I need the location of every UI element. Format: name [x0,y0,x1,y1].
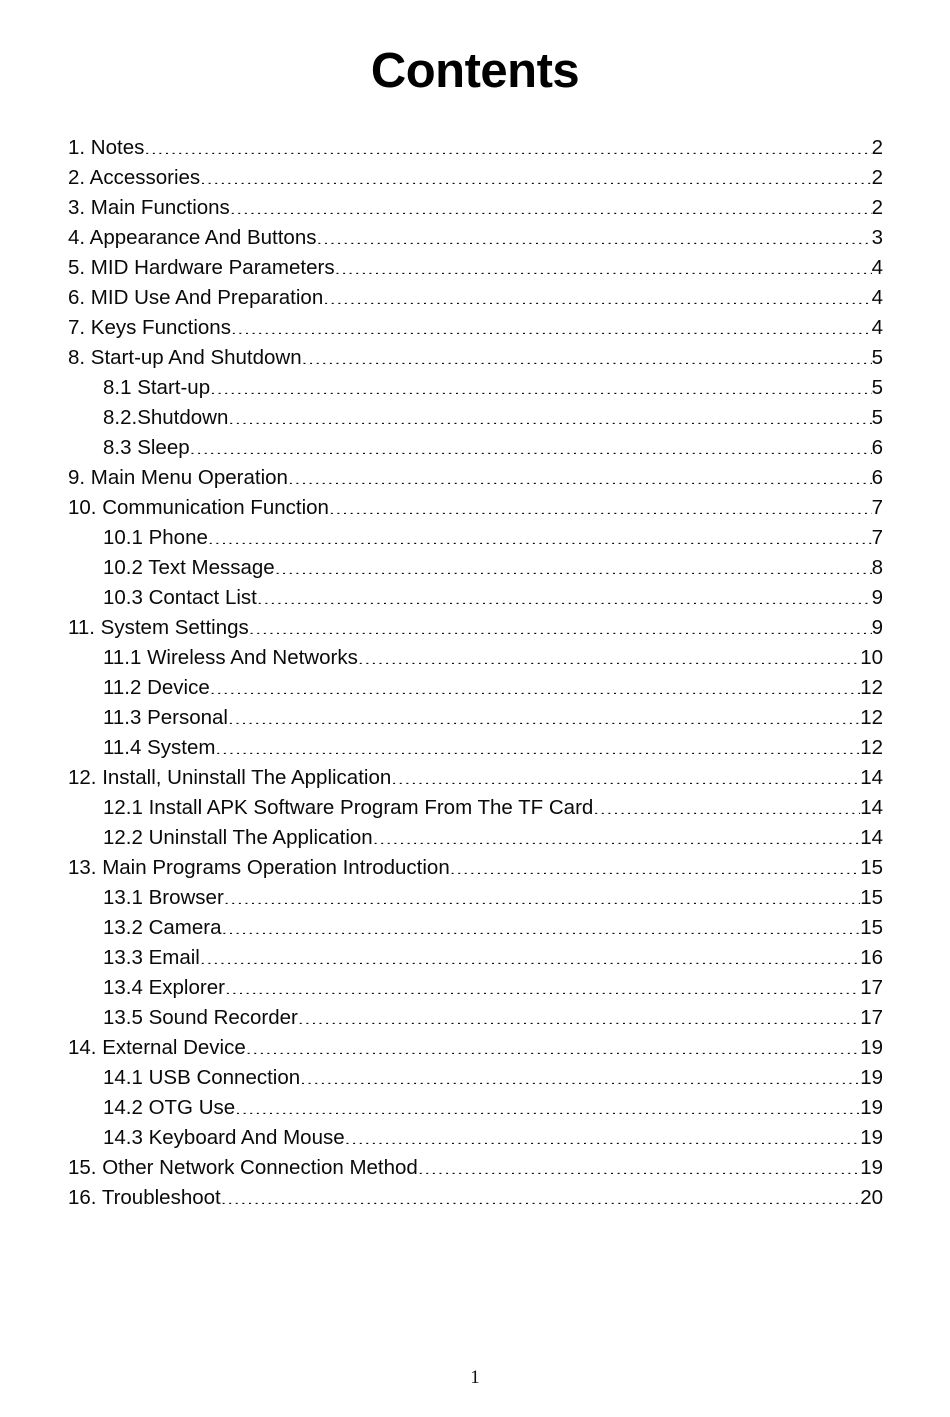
toc-entry-page-number: 6 [871,466,883,489]
toc-entry[interactable] [68,733,883,763]
toc-entry[interactable] [68,1183,883,1213]
toc-entry-page-number: 4 [871,286,883,309]
toc-entry-label: 16. Troubleshoot [68,1186,221,1209]
toc-entry-page-number: 19 [860,1036,883,1059]
toc-entry-label: 13.5 Sound Recorder [103,1006,298,1029]
toc-entry[interactable] [68,523,883,553]
toc-entry-page-number: 16 [860,946,883,969]
toc-entry-page-number: 8 [871,556,883,579]
toc-dot-leader [208,524,872,545]
toc-entry-label: 13.3 Email [103,946,200,969]
toc-entry-label: 13. Main Programs Operation Introduction [68,856,450,879]
toc-entry[interactable] [68,433,883,463]
toc-entry-label: 11.3 Personal [103,706,228,729]
toc-entry-page-number: 15 [860,916,883,939]
toc-entry-page-number: 4 [871,316,883,339]
toc-entry-page-number: 20 [860,1186,883,1209]
toc-entry[interactable] [68,823,883,853]
toc-dot-leader [593,794,860,815]
toc-dot-leader [257,584,872,605]
toc-entry-label: 14.1 USB Connection [103,1066,301,1089]
toc-entry-page-number: 19 [860,1096,883,1119]
toc-entry-label: 11.4 System [103,736,216,759]
toc-dot-leader [358,644,860,665]
toc-entry[interactable] [68,703,883,733]
toc-dot-leader [302,344,872,365]
toc-dot-leader [450,854,860,875]
toc-entry-page-number: 15 [860,886,883,909]
toc-entry[interactable] [68,973,883,1003]
toc-entry-label: 2. Accessories [68,166,201,189]
toc-dot-leader [335,254,872,275]
toc-dot-leader [235,1094,860,1115]
toc-entry[interactable] [68,193,883,223]
toc-dot-leader [373,824,860,845]
toc-entry[interactable] [68,133,883,163]
toc-entry[interactable] [68,463,883,493]
toc-entry-label: 10.3 Contact List [103,586,257,609]
toc-entry[interactable] [68,1003,883,1033]
toc-dot-leader [345,1124,861,1145]
toc-entry[interactable] [68,673,883,703]
toc-dot-leader [230,194,872,215]
toc-entry[interactable] [68,343,883,373]
toc-entry[interactable] [68,1123,883,1153]
toc-entry[interactable] [68,403,883,433]
toc-entry-page-number: 2 [871,136,883,159]
toc-dot-leader [275,554,872,575]
toc-entry-label: 8. Start-up And Shutdown [68,346,302,369]
toc-dot-leader [221,1184,860,1205]
toc-entry[interactable] [68,1063,883,1093]
toc-entry-label: 12. Install, Uninstall The Application [68,766,392,789]
toc-entry-label: 14. External Device [68,1036,246,1059]
toc-entry-page-number: 14 [860,796,883,819]
toc-dot-leader [316,224,871,245]
toc-entry-label: 10.1 Phone [103,526,208,549]
toc-entry-label: 15. Other Network Connection Method [68,1156,418,1179]
toc-entry-page-number: 10 [860,646,883,669]
toc-entry-page-number: 12 [860,676,883,699]
toc-entry-page-number: 17 [860,1006,883,1029]
toc-entry-label: 4. Appearance And Buttons [68,226,317,249]
toc-dot-leader [200,164,871,185]
toc-entry-page-number: 4 [871,256,883,279]
toc-entry-page-number: 3 [871,226,883,249]
toc-dot-leader [224,884,860,905]
toc-entry-label: 14.2 OTG Use [103,1096,236,1119]
table-of-contents [68,133,883,1213]
toc-dot-leader [418,1154,860,1175]
toc-dot-leader [190,434,872,455]
toc-dot-leader [300,1064,860,1085]
toc-entry-label: 14.3 Keyboard And Mouse [103,1126,345,1149]
toc-entry-label: 12.1 Install APK Software Program From The TF Card [103,796,594,819]
toc-entry-label: 8.3 Sleep [103,436,190,459]
toc-entry-label: 13.2 Camera [103,916,222,939]
toc-entry-label: 7. Keys Functions [68,316,231,339]
toc-entry-page-number: 6 [871,436,883,459]
toc-entry-label: 5. MID Hardware Parameters [68,256,335,279]
toc-entry[interactable] [68,1153,883,1183]
toc-dot-leader [200,944,860,965]
toc-dot-leader [288,464,872,485]
toc-entry-page-number: 5 [871,406,883,429]
toc-entry-page-number: 19 [860,1066,883,1089]
toc-entry-label: 8.2.Shutdown [103,406,229,429]
toc-entry-page-number: 9 [871,616,883,639]
toc-entry[interactable] [68,163,883,193]
toc-dot-leader [329,494,872,515]
toc-entry-label: 12.2 Uninstall The Application [103,826,373,849]
toc-entry[interactable] [68,883,883,913]
toc-entry-page-number: 14 [860,826,883,849]
toc-dot-leader [210,374,871,395]
toc-dot-leader [228,704,860,725]
toc-entry[interactable] [68,913,883,943]
toc-entry-label: 9. Main Menu Operation [68,466,288,489]
toc-entry[interactable] [68,253,883,283]
toc-entry-page-number: 14 [860,766,883,789]
toc-entry[interactable] [68,553,883,583]
toc-entry-label: 1. Notes [68,136,145,159]
toc-dot-leader [228,404,871,425]
toc-entry[interactable] [68,793,883,823]
toc-entry[interactable] [68,313,883,343]
toc-entry[interactable] [68,583,883,613]
toc-entry[interactable] [68,763,883,793]
toc-entry-label: 6. MID Use And Preparation [68,286,324,309]
toc-entry-page-number: 19 [860,1156,883,1179]
toc-dot-leader [225,974,860,995]
toc-dot-leader [215,734,860,755]
toc-entry[interactable] [68,613,883,643]
toc-entry-label: 8.1 Start-up [103,376,211,399]
toc-entry[interactable] [68,643,883,673]
toc-entry[interactable] [68,373,883,403]
toc-entry-label: 13.4 Explorer [103,976,225,999]
toc-entry-page-number: 2 [871,196,883,219]
toc-entry-page-number: 15 [860,856,883,879]
toc-dot-leader [210,674,860,695]
toc-entry-page-number: 5 [871,346,883,369]
toc-entry-page-number: 5 [871,376,883,399]
toc-entry-label: 11. System Settings [68,616,249,639]
toc-entry-label: 11.2 Device [103,676,210,699]
toc-entry-page-number: 12 [860,706,883,729]
toc-entry-page-number: 9 [871,586,883,609]
toc-entry-label: 13.1 Browser [103,886,224,909]
toc-entry-label: 3. Main Functions [68,196,230,219]
toc-entry[interactable] [68,283,883,313]
toc-entry-page-number: 19 [860,1126,883,1149]
toc-dot-leader [391,764,860,785]
toc-entry-label: 10. Communication Function [68,496,329,519]
toc-entry-page-number: 2 [871,166,883,189]
toc-dot-leader [323,284,871,305]
toc-entry[interactable] [68,1033,883,1063]
toc-dot-leader [222,914,861,935]
toc-entry-label: 11.1 Wireless And Networks [103,646,358,669]
toc-entry[interactable] [68,943,883,973]
toc-entry[interactable] [68,1093,883,1123]
toc-entry-page-number: 7 [871,526,883,549]
toc-entry[interactable] [68,223,883,253]
page-title: Contents [370,43,580,98]
toc-entry-page-number: 12 [860,736,883,759]
toc-entry-page-number: 17 [860,976,883,999]
toc-dot-leader [144,134,871,155]
toc-entry-page-number: 7 [871,496,883,519]
toc-entry-label: 10.2 Text Message [103,556,275,579]
toc-entry[interactable] [68,493,883,523]
footer-page-number: 1 [470,1367,480,1388]
toc-dot-leader [231,314,872,335]
toc-dot-leader [246,1034,860,1055]
toc-dot-leader [298,1004,860,1025]
toc-dot-leader [249,614,872,635]
toc-entry[interactable] [68,853,883,883]
